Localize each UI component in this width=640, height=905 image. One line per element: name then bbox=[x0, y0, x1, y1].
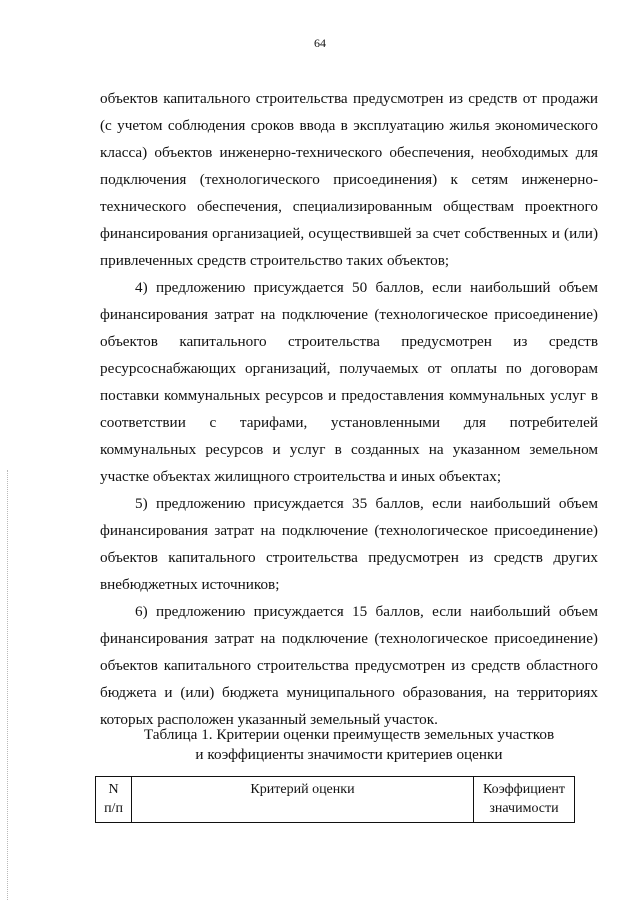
header-coefficient-cell bbox=[474, 777, 574, 822]
header-criterion-label: Критерий оценки bbox=[250, 782, 355, 797]
paragraph-item-4: 4) предложению присуждается 50 баллов, если наибольший объем финансирования затрат на подключение (технологическое присоединение) объектов капитального строительства предусмотрен из средств ресурсоснабжающих организаций, получаемых от оплаты по договорам поставки коммунальных ресурсов и предоставления коммунальных услуг в соответствии с тарифами, установленными для потребителей коммунальных ресурсов и услуг в созданных на указанном земельном участке объектах жилищного строительства и иных объектах; bbox=[100, 279, 598, 485]
margin-rule bbox=[7, 470, 9, 900]
page-number: 64 bbox=[314, 36, 326, 50]
header-coefficient-line-1: Коэффициент bbox=[482, 782, 566, 797]
table-caption-line-2: и коэффициенты значимости критериев оценки bbox=[195, 746, 503, 763]
header-criterion-cell bbox=[132, 777, 474, 822]
header-number-line-2: п/п bbox=[104, 801, 123, 816]
header-number-line-1: N bbox=[108, 782, 119, 797]
paragraph-item-5: 5) предложению присуждается 35 баллов, если наибольший объем финансирования затрат на подключение (технологическое присоединение) объектов капитального строительства предусмотрен из средств других внебюджетных источников; bbox=[100, 495, 598, 593]
paragraph-continuation: объектов капитального строительства предусмотрен из средств от продажи (с учетом соблюдения сроков ввода в эксплуатацию жилья экономического класса) объектов инженерно-технического обеспечения, необходимых для подключения (технологического присоединения) к сетям инженерно-технического обеспечения, специализированным обществам проектного финансирования организацией, осуществившей за счет собственных и (или) привлеченных средств строительство таких объектов; bbox=[100, 90, 598, 269]
header-number-cell bbox=[96, 777, 132, 822]
criteria-table bbox=[95, 776, 575, 823]
table-caption bbox=[100, 725, 598, 765]
body-text bbox=[100, 85, 598, 733]
paragraph-item-6: 6) предложению присуждается 15 баллов, если наибольший объем финансирования затрат на подключение (технологическое присоединение) объектов капитального строительства предусмотрен из средств областного бюджета и (или) бюджета муниципального образования, на территориях которых расположен указанный земельный участок. bbox=[100, 603, 598, 728]
header-coefficient-line-2: значимости bbox=[489, 801, 559, 816]
table-caption-line-1: Таблица 1. Критерии оценки преимуществ земельных участков bbox=[143, 726, 555, 743]
